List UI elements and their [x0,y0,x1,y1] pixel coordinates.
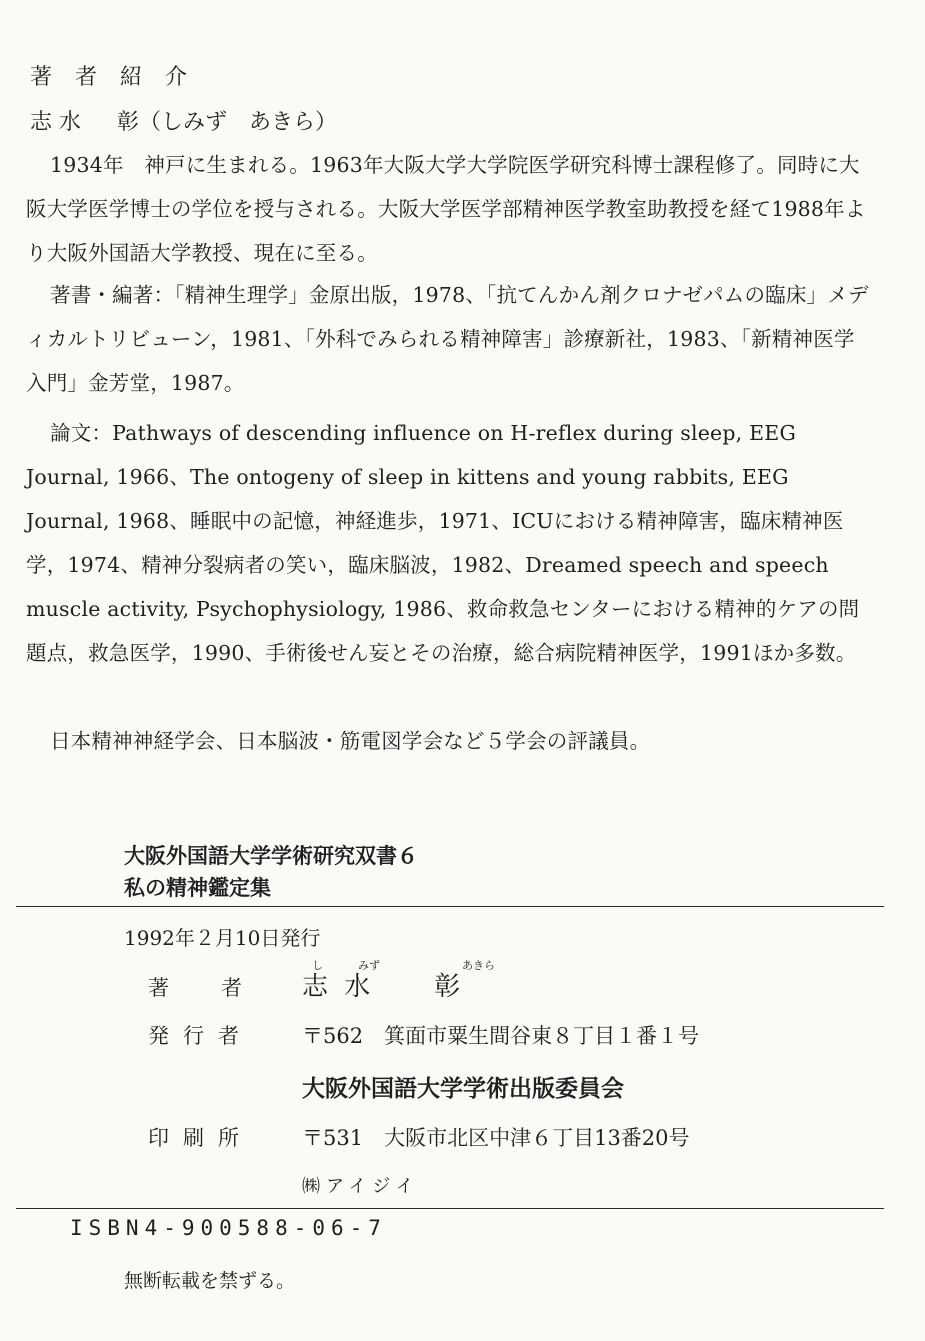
society-paragraph: 日本精神神経学会、日本脳波・筋電図学会など５学会の評議員。 [50,729,651,753]
ruby-mizu: みず [358,959,380,972]
publication-date: 1992年２月10日発行 [124,926,321,950]
printer-label: 印刷所 [148,1126,253,1150]
author-name-line [30,105,337,136]
book-title: 私の精神鑑定集 [124,876,271,900]
author-value: 志 水 彰 [302,972,465,1002]
series-title: 大阪外国語大学学術研究双書６ [124,844,418,868]
books-paragraph: 著書・編著：「精神生理学」金原出版，1978、「抗てんかん剤クロナゼパムの臨床」メディカルトリビューン，1981、「外科でみられる精神障害」診療新社，1983、「新精神医学入門」金芳堂，1987。 [26,283,869,395]
isbn: ISBN4-900588-06-7 [70,1216,387,1240]
publisher-name: 大阪外国語大学学術出版委員会 [302,1076,624,1102]
ruby-akira: あきら [462,959,495,972]
colophon-bottom-rule [16,1208,884,1209]
bio-heading: 著 者 紹 介 [30,65,195,90]
printer-address: 〒531 大阪市北区中津６丁目13番20号 [302,1126,690,1150]
reproduction-notice: 無断転載を禁ずる。 [124,1270,296,1292]
printer-name: ㈱アイジイ [302,1176,420,1197]
author-label: 著者 [148,976,294,1000]
author-surname: 志 水 [30,110,81,135]
publisher-label: 発行者 [148,1024,253,1048]
ruby-shi: し [312,959,323,972]
publisher-address: 〒562 箕面市粟生間谷東８丁目１番１号 [302,1024,700,1048]
biography-paragraph: 1934年 神戸に生まれる。1963年大阪大学大学院医学研究科博士課程修了。同時に大阪大学医学博士の学位を授与される。大阪大学医学部精神医学教室助教授を経て1988年より大阪外国語大学教授、現在に至る。 [26,153,866,265]
colophon-top-rule [16,906,884,907]
author-given-name-reading: 彰（しみず あきら） [117,110,338,135]
papers-paragraph: 論文：Pathways of descending influence on H-reflex during sleep, EEG Journal, 1966、The ontogeny of sleep in kittens and young rabbits, EEG Journal, 1968、睡眠中の記憶，神経進歩，1971、ICUにおける精神障害，臨床精神医学，1974、精神分裂病者の笑い，臨床脳波，1982、Dreamed speech and speech muscle activity, Psychophysiology, 1986、救命救急センターにおける精神的ケアの問題点，救急医学，1990、手術後せん妄とその治療，総合病院精神医学，1991ほか多数。 [26,421,860,665]
